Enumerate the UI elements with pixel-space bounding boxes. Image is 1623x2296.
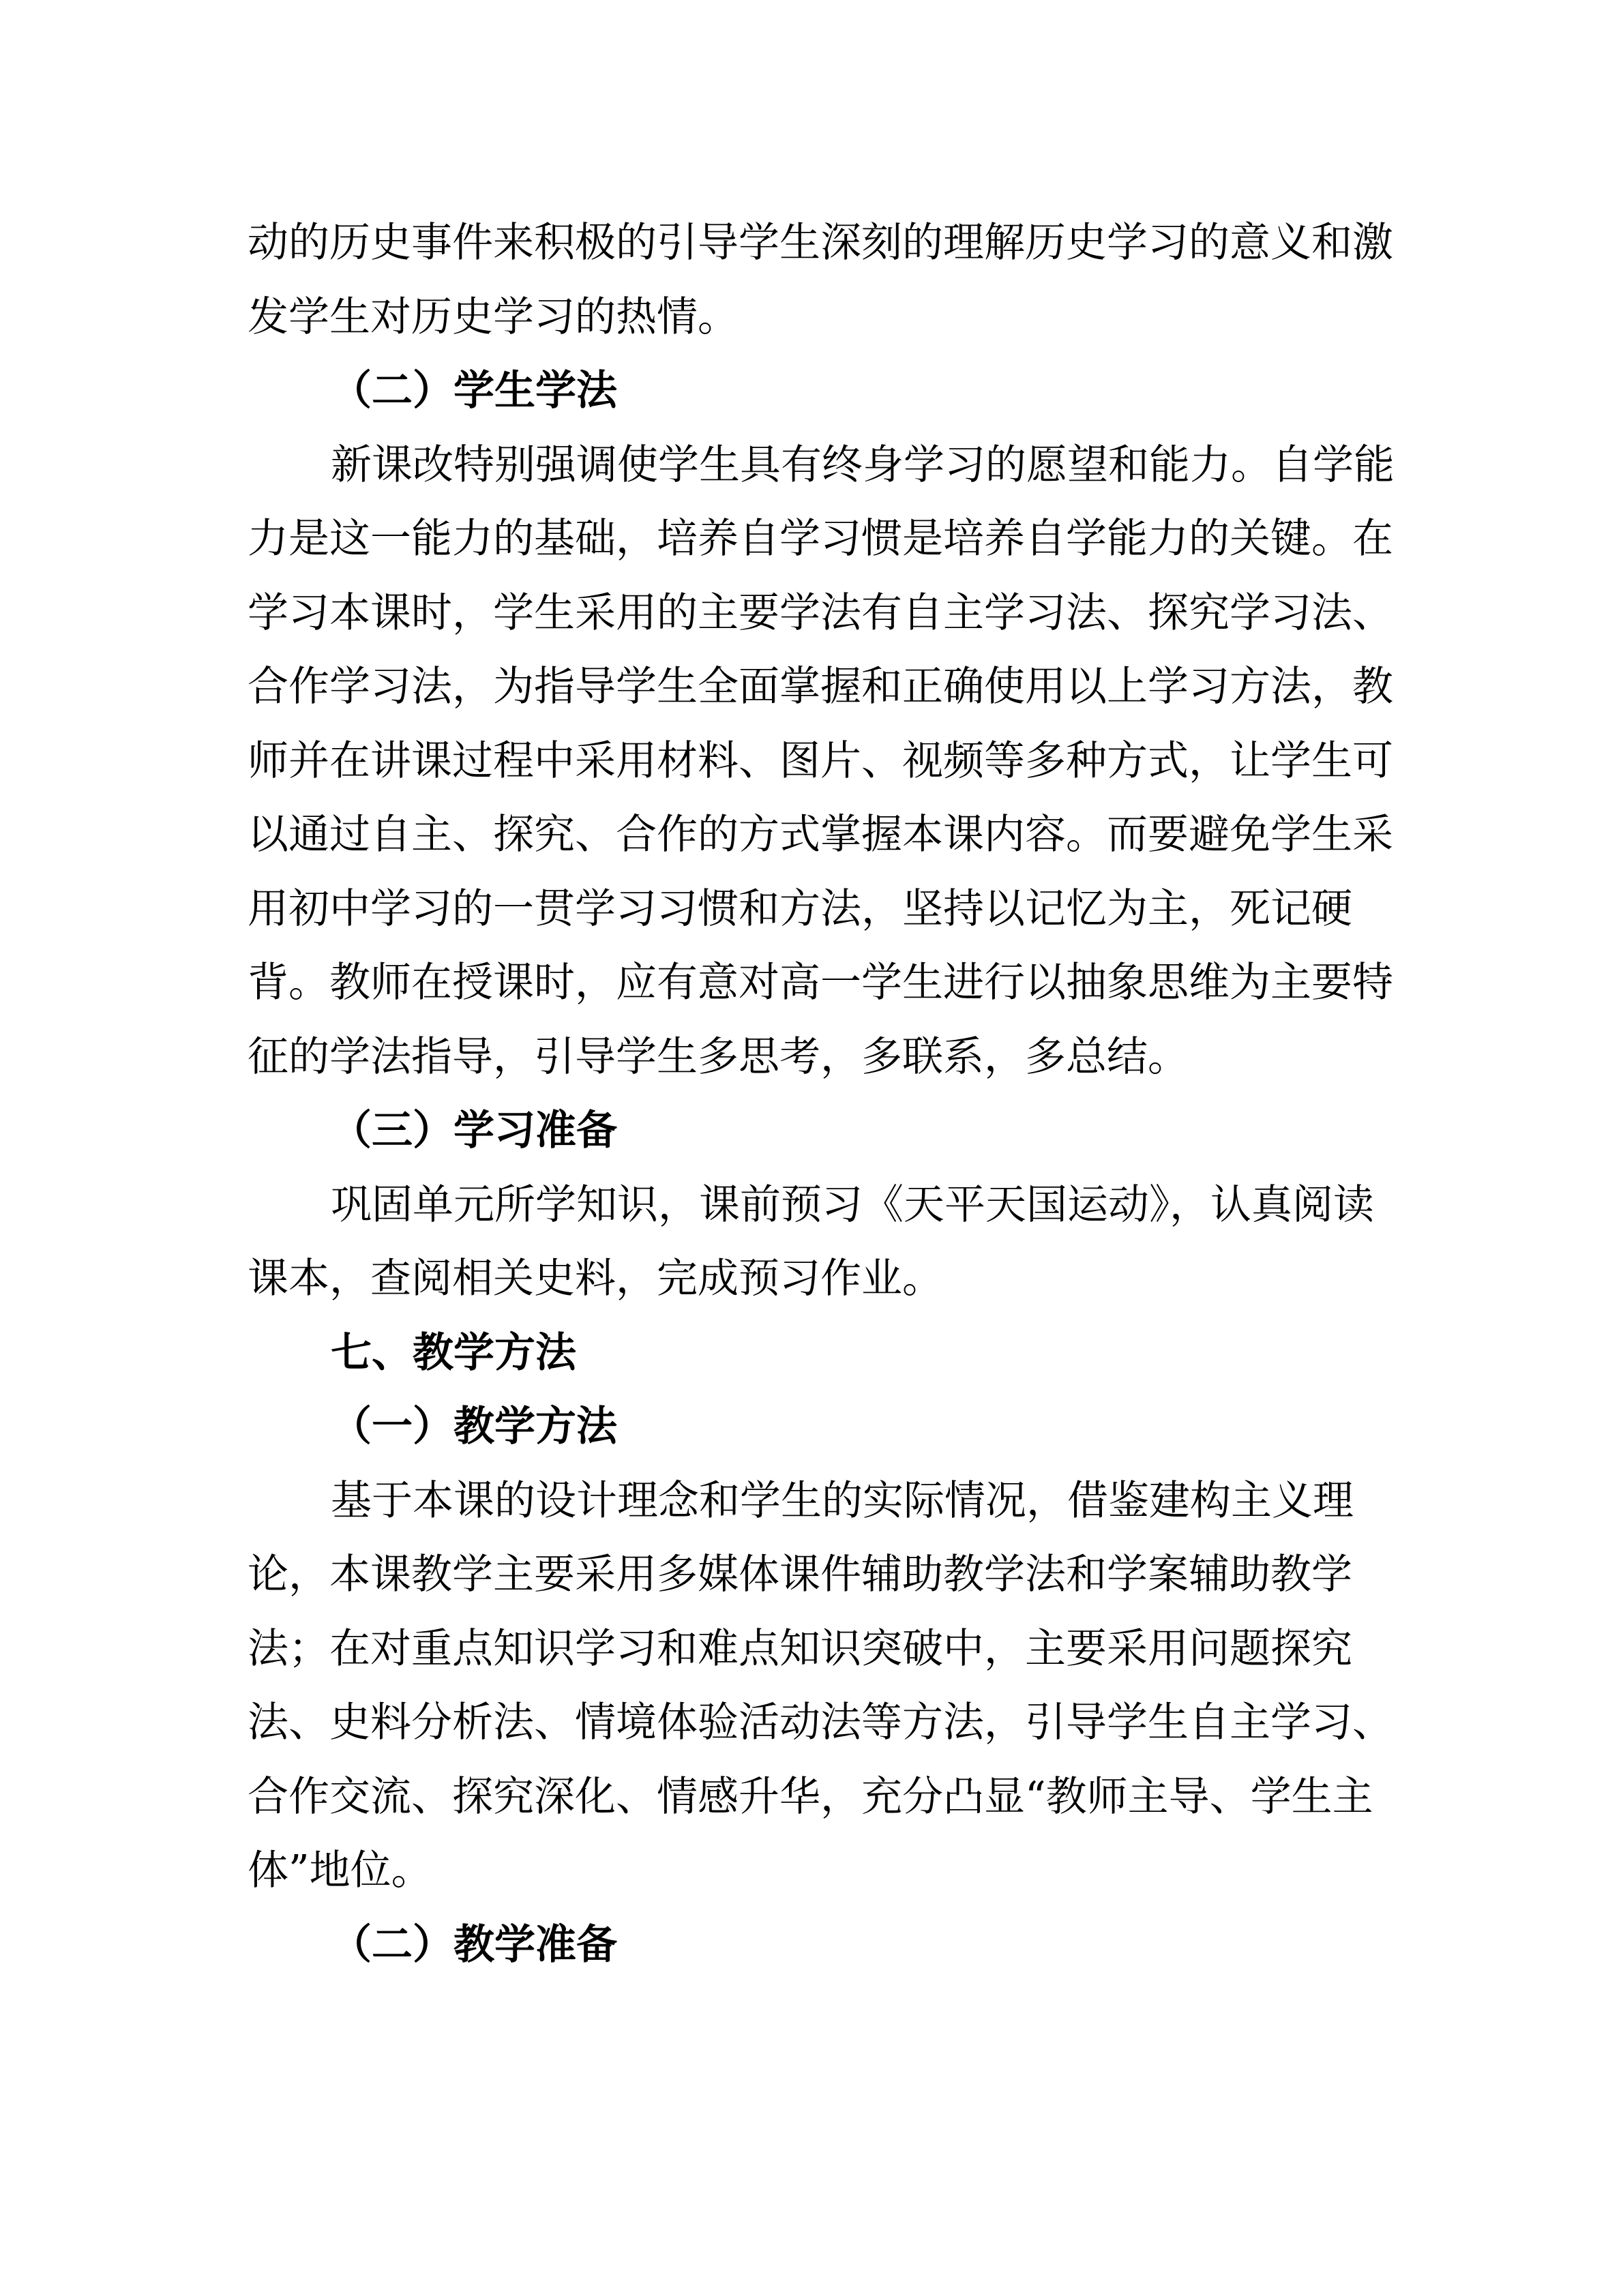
text-line: 发学生对历史学习的热情。 [248, 293, 739, 341]
paragraph-continued [248, 206, 1623, 354]
text-line: 法、史料分析法、情境体验活动法等方法，引导学生自主学习、 [248, 1699, 1393, 1746]
text-line: 以通过自主、探究、合作的方式掌握本课内容。而要避免学生采 [248, 811, 1393, 859]
paragraph-student-methods [248, 428, 1623, 1094]
text-line: 论，本课教学主要采用多媒体课件辅助教学法和学案辅助教学 [248, 1551, 1352, 1598]
section-heading-student-methods: （二）学生学法 [331, 367, 617, 415]
text-line: 师并在讲课过程中采用材料、图片、视频等多种方式，让学生可 [248, 736, 1393, 785]
text-line: 力是这一能力的基础，培养自学习惯是培养自学能力的关键。在 [248, 515, 1393, 563]
text-line: 法；在对重点知识学习和难点知识突破中，主要采用问题探究 [248, 1624, 1352, 1673]
section-heading-preparation: （三）学习准备 [331, 1107, 617, 1154]
text-line: 动的历史事件来积极的引导学生深刻的理解历史学习的意义和激 [248, 219, 1393, 267]
chapter-heading-teaching-methods: 七、教学方法 [331, 1328, 576, 1377]
text-line: 体”地位。 [248, 1847, 432, 1894]
text-line: 合作学习法，为指导学生全面掌握和正确使用以上学习方法，教 [248, 663, 1393, 711]
text-line: 基于本课的设计理念和学生的实际情况，借鉴建构主义理 [331, 1476, 1354, 1525]
text-line: 学习本课时，学生采用的主要学法有自主学习法、探究学习法、 [248, 588, 1393, 637]
subsection-heading-teaching-preparation: （二）教学准备 [331, 1920, 617, 1969]
subsection-heading-teaching-methods: （一）教学方法 [331, 1403, 617, 1450]
text-line: 合作交流、探究深化、情感升华，充分凸显“教师主导、学生主 [248, 1772, 1373, 1821]
text-line: 巩固单元所学知识，课前预习《天平天国运动》，认真阅读 [331, 1180, 1374, 1229]
paragraph-teaching-methods [248, 1464, 1623, 1908]
text-line: 课本，查阅相关史料，完成预习作业。 [248, 1255, 943, 1302]
text-line: 征的学法指导，引导学生多思考，多联系，多总结。 [248, 1032, 1189, 1081]
text-line: 用初中学习的一贯学习习惯和方法，坚持以记忆为主，死记硬 [248, 884, 1352, 933]
text-line: 背。教师在授课时，应有意对高一学生进行以抽象思维为主要特 [248, 959, 1393, 1007]
paragraph-preparation [248, 1168, 1623, 1316]
text-line: 新课改特别强调使学生具有终身学习的愿望和能力。自学能 [331, 441, 1395, 489]
